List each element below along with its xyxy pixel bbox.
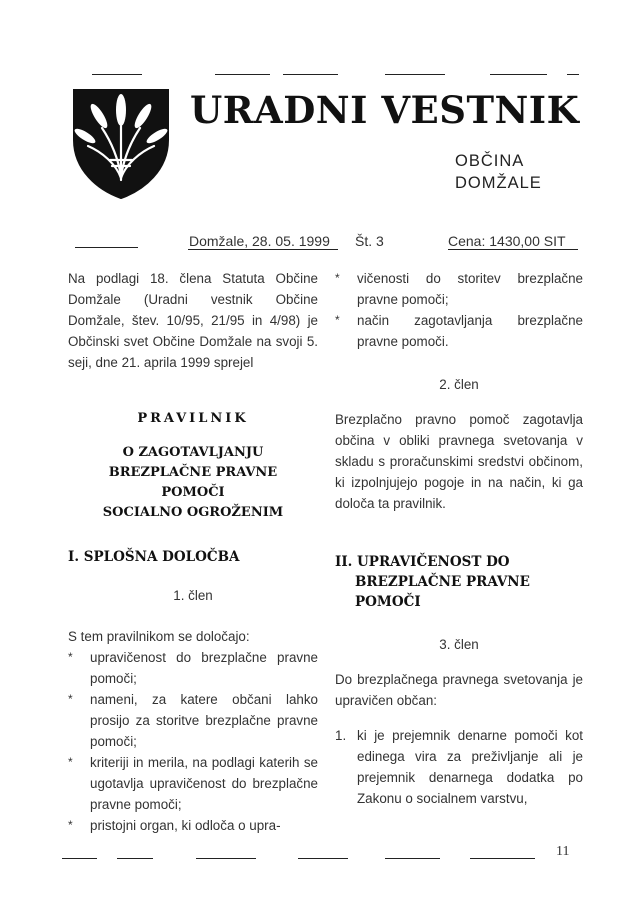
article-intro: S tem pravilnikom se določajo: — [68, 629, 250, 644]
section-heading: I. SPLOŠNA DOLOČBA — [68, 549, 240, 565]
wheat-sheaf-shield-icon — [72, 88, 170, 200]
top-rule — [283, 74, 338, 75]
article-list — [335, 725, 583, 809]
document-title-line: SOCIALNO OGROŽENIM — [102, 505, 284, 520]
list-item-text: ki je prejemnik denarne pomoči kot edinega vira za preživljanje ali je prejemnik denarnega dodatka po Zakonu o socialnem varstvu, — [357, 728, 583, 806]
list-item: * nameni, za katere občani lahko prosijo za storitve brezplačne pravne pomoči; — [68, 689, 318, 752]
bottom-rule — [385, 858, 440, 859]
document-type: PRAVILNIK — [137, 411, 249, 426]
list-item-continued: * vičenosti do storitev brezplačne pravne pomoči; — [335, 268, 583, 310]
document-title — [68, 443, 318, 523]
municipality-name — [455, 150, 575, 194]
section-heading — [335, 552, 583, 612]
masthead-title: URADNI VESTNIK — [190, 88, 580, 132]
list-item — [335, 725, 583, 809]
article-list — [335, 268, 583, 352]
document-title-line: BREZPLAČNE PRAVNE — [108, 465, 278, 480]
municipality-line: OBČINA — [455, 152, 525, 170]
article-number: 1. člen — [173, 588, 213, 603]
article-text: Brezplačno pravno pomoč zagotavlja občina v obliki pravnega svetovanja v skladu s proračunskimi sredstvi občinom, ki izpolnjujejo pogoje in na način, ki ga določa ta pravilnik. — [335, 412, 583, 511]
article-number: 2. člen — [439, 377, 479, 392]
list-item-number: 1. — [335, 728, 347, 743]
page-number: 11 — [556, 844, 570, 859]
section-heading-line: POMOČI — [355, 594, 421, 610]
issue-number: Št. 3 — [355, 233, 384, 249]
bottom-rule — [298, 858, 348, 859]
issue-rule — [188, 249, 338, 250]
top-rule — [385, 74, 445, 75]
list-item: * pristojni organ, ki odloča o upra- — [68, 815, 318, 836]
top-rule — [215, 74, 270, 75]
issue-rule — [448, 249, 578, 250]
section-heading-line: II. UPRAVIČENOST DO — [335, 554, 510, 570]
top-rule — [567, 74, 579, 75]
list-item: * način zagotavljanja brezplačne pravne pomoči. — [335, 310, 583, 352]
issue-rule — [75, 247, 138, 248]
document-title-line: POMOČI — [161, 485, 225, 500]
right-column — [335, 268, 583, 809]
bottom-rule — [62, 858, 97, 859]
article-list — [68, 647, 318, 836]
article-number: 3. člen — [439, 637, 479, 652]
bottom-rule — [470, 858, 535, 859]
issue-date: Domžale, 28. 05. 1999 — [189, 233, 330, 249]
document-title-line: O ZAGOTAVLJANJU — [122, 445, 264, 460]
article-intro: Do brezplačnega pravnega svetovanja je upravičen občan: — [335, 672, 583, 708]
top-rule — [92, 74, 142, 75]
list-item: * upravičenost do brezplačne pravne pomoči; — [68, 647, 318, 689]
bottom-rule — [196, 858, 256, 859]
municipality-line: DOMŽALE — [455, 174, 542, 192]
list-item: * kriteriji in merila, na podlagi katerih se ugotavlja upravičenost do brezplačne pravne pomoči; — [68, 752, 318, 815]
bottom-rule — [117, 858, 153, 859]
issue-price: Cena: 1430,00 SIT — [448, 233, 566, 249]
preamble: Na podlagi 18. člena Statuta Občine Domžale (Uradni vestnik Občine Domžale, štev. 10/95, 21/95 in 4/98) je Občinski svet Občine Domžale na svoji 5. seji, dne 21. aprila 1999 sprejel — [68, 271, 318, 370]
section-heading-line: BREZPLAČNE PRAVNE — [355, 574, 530, 590]
left-column — [68, 268, 318, 836]
top-rule — [490, 74, 547, 75]
